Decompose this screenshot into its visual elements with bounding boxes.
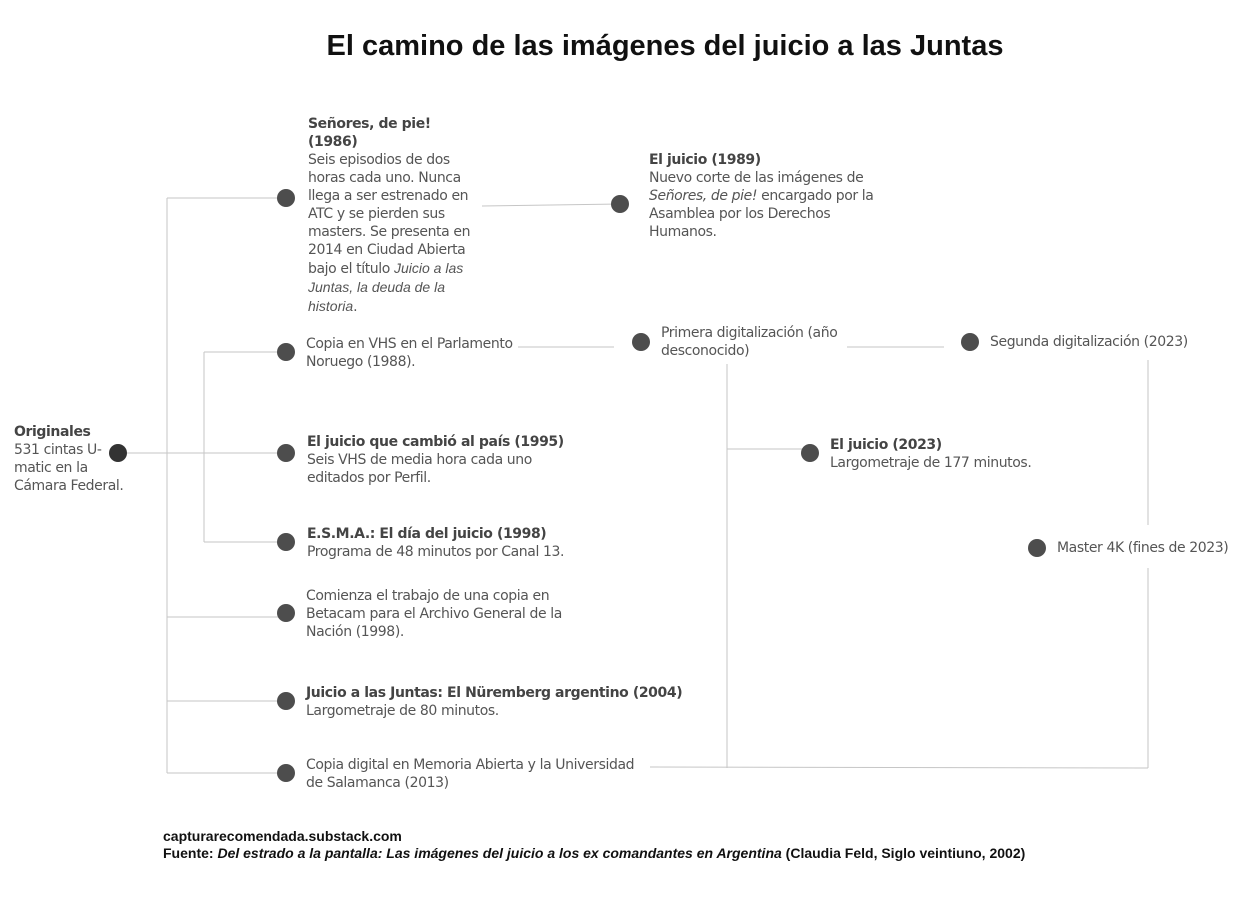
description-text-end: encargado por la Asamblea por los Derechos Humanos.	[649, 188, 874, 240]
node-vhs-noruego	[306, 335, 518, 371]
description-text-end: .	[353, 299, 358, 315]
node-memoria-abierta	[306, 756, 651, 792]
node-description: Seis VHS de media hora cada uno editados por Perfil.	[307, 452, 532, 486]
node-description: Comienza el trabajo de una copia en Betacam para el Archivo General de la Nación (1998).	[306, 588, 562, 640]
node-description: Copia en VHS en el Parlamento Noruego (1988).	[306, 336, 513, 370]
node-dot-vhs-noruego	[277, 343, 295, 361]
node-description: 531 cintas U-matic en la Cámara Federal.	[14, 442, 124, 494]
node-master-4k	[1057, 539, 1252, 557]
node-dot-betacam	[277, 604, 295, 622]
node-esma	[307, 525, 577, 561]
node-dot-segunda-dig	[961, 333, 979, 351]
node-dot-master4k	[1028, 539, 1046, 557]
footer-source	[163, 845, 1025, 861]
node-el-juicio-1989	[649, 151, 874, 241]
node-heading: Señores, de pie! (1986)	[308, 116, 431, 150]
source-details: (Claudia Feld, Siglo veintiuno, 2002)	[781, 845, 1026, 861]
node-description	[649, 169, 874, 241]
node-dot-juicio1989	[611, 195, 629, 213]
node-dot-memoria	[277, 764, 295, 782]
description-text: Seis episodios de dos horas cada uno. Nunca llega a ser estrenado en ATC y se pierden sus masters. Se presenta en 2014 en Ciudad Abierta bajo el título	[308, 152, 471, 277]
node-betacam	[306, 587, 568, 641]
node-primera-digitalizacion	[661, 324, 846, 360]
node-el-juicio-2023	[830, 436, 1050, 472]
page-title: El camino de las imágenes del juicio a las Juntas	[326, 30, 1004, 62]
node-description	[308, 151, 476, 316]
node-description: Largometraje de 80 minutos.	[306, 703, 499, 719]
node-dot-cambio-pais	[277, 444, 295, 462]
node-nuremberg	[306, 684, 683, 720]
description-italic-title: Señores, de pie!	[649, 188, 758, 204]
node-cambio-pais	[307, 433, 564, 487]
connector-line	[650, 767, 1148, 768]
footer-site: capturarecomendada.substack.com	[163, 828, 402, 844]
node-heading: Originales	[14, 424, 91, 440]
node-heading: El juicio (1989)	[649, 152, 761, 168]
node-heading: El juicio (2023)	[830, 437, 942, 453]
node-senores-de-pie	[308, 115, 476, 316]
node-heading: E.S.M.A.: El día del juicio (1998)	[307, 526, 547, 542]
node-dot-primera-dig	[632, 333, 650, 351]
connector-line	[482, 204, 620, 206]
node-dot-esma	[277, 533, 295, 551]
node-segunda-digitalizacion	[990, 333, 1250, 351]
node-description: Segunda digitalización (2023)	[990, 334, 1188, 350]
node-description: Largometraje de 177 minutos.	[830, 455, 1032, 471]
description-text: Nuevo corte de las imágenes de	[649, 170, 864, 186]
node-dot-senores	[277, 189, 295, 207]
node-dot-nuremberg	[277, 692, 295, 710]
node-description: Programa de 48 minutos por Canal 13.	[307, 544, 565, 560]
node-description: Copia digital en Memoria Abierta y la Universidad de Salamanca (2013)	[306, 757, 635, 791]
node-heading: Juicio a las Juntas: El Nüremberg argentino (2004)	[306, 685, 683, 701]
node-dot-juicio2023	[801, 444, 819, 462]
description-italic-title: Juicio a las Juntas, la deuda de la historia	[308, 260, 464, 314]
source-book-title: Del estrado a la pantalla: Las imágenes del juicio a los ex comandantes en Argentina	[217, 845, 782, 861]
node-description: Primera digitalización (año desconocido)	[661, 325, 838, 359]
source-label: Fuente:	[163, 845, 218, 861]
node-description: Master 4K (fines de 2023)	[1057, 540, 1229, 556]
node-heading: El juicio que cambió al país (1995)	[307, 434, 564, 450]
node-originales	[14, 423, 124, 495]
